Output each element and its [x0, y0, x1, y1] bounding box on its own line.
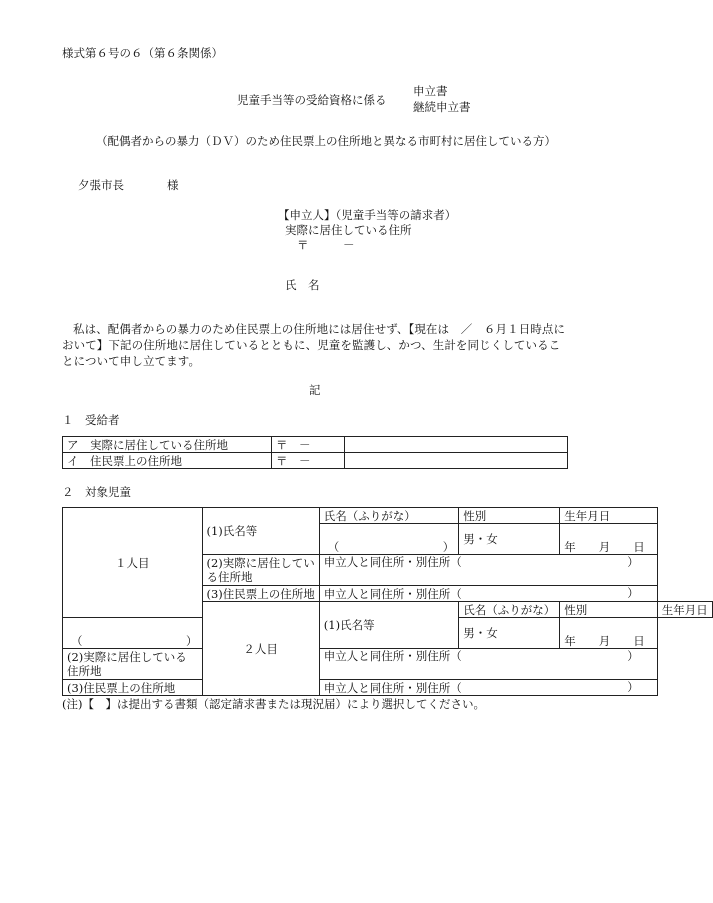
close-paren: ）	[627, 586, 639, 600]
recipient-registered-address-value[interactable]	[345, 453, 568, 469]
recipient-actual-address-label: ア 実際に居住している住所地	[63, 437, 272, 453]
child-registered-address-label: (3)住民票上の住所地	[63, 680, 203, 696]
section2-heading: ２ 対象児童	[62, 485, 131, 499]
recipient-table	[62, 436, 568, 469]
recipient-actual-postal[interactable]: 〒 －	[272, 437, 345, 453]
applicant-address-label: 実際に居住している住所	[285, 223, 412, 237]
subtitle: （配偶者からの暴力（ＤＶ）のため住民票上の住所地と異なる市町村に居住している方）	[96, 134, 556, 148]
child-actual-address-field[interactable]	[319, 555, 657, 586]
child-registered-address-field[interactable]	[319, 586, 657, 602]
children-table	[62, 507, 713, 696]
table-row	[63, 649, 713, 680]
recipient-actual-address-value[interactable]	[345, 437, 568, 453]
ki-label: 記	[309, 383, 321, 397]
close-paren: ）	[627, 680, 639, 694]
child-name-col-header: 氏名（ふりがな）	[459, 602, 560, 618]
title-main: 児童手当等の受給資格に係る	[237, 93, 387, 107]
recipient-registered-address-label: イ 住民票上の住所地	[63, 453, 272, 469]
child-actual-address-value: 申立人と同住所・別住所（	[323, 555, 462, 569]
table-row	[63, 453, 568, 469]
child-sex-value[interactable]: 男・女	[459, 524, 560, 555]
table-row	[63, 508, 713, 524]
child-registered-address-label: (3)住民票上の住所地	[202, 586, 319, 602]
child-dob-col-header: 生年月日	[560, 508, 658, 524]
child-name-field[interactable]: （ ）	[319, 524, 459, 555]
addressee-honorific: 様	[167, 178, 179, 192]
child-ordinal: ２人目	[202, 602, 319, 696]
statement-paragraph: 私は、配偶者からの暴力のため住民票上の住所地には居住せず、【現在は ／ ６月１日時点において】下記の住所地に居住しているとともに、児童を監護し、かつ、生計を同じくしていることについて申し立てます。	[62, 322, 566, 368]
child-registered-address-field[interactable]	[319, 680, 657, 696]
child-actual-address-field[interactable]	[319, 649, 657, 680]
close-paren: ）	[627, 649, 639, 663]
child-name-col-header: 氏名（ふりがな）	[319, 508, 459, 524]
title-option-keizoku: 継続申立書	[413, 100, 471, 114]
child-name-label: (1)氏名等	[319, 602, 459, 649]
applicant-name-label: 氏 名	[285, 278, 320, 292]
applicant-heading: 【申立人】（児童手当等の請求者）	[278, 208, 457, 222]
child-dob-value[interactable]: 年 月 日	[560, 524, 658, 555]
child-name-label: (1)氏名等	[202, 508, 319, 555]
table-row	[63, 680, 713, 696]
footnote: (注)【 】は提出する書類（認定請求書または現況届）により選択してください。	[62, 697, 485, 711]
child-sex-col-header: 性別	[459, 508, 560, 524]
child-dob-col-header: 生年月日	[657, 602, 712, 618]
child-registered-address-value: 申立人と同住所・別住所（	[323, 586, 462, 601]
child-sex-col-header: 性別	[560, 602, 658, 618]
title-option-shinritsu: 申立書	[413, 84, 448, 98]
child-actual-address-label: (2)実際に居住している住所地	[63, 649, 203, 680]
child-ordinal: １人目	[63, 508, 203, 618]
child-actual-address-label: (2)実際に居住している住所地	[202, 555, 319, 586]
child-name-field[interactable]: （ ）	[63, 618, 203, 649]
child-registered-address-value: 申立人と同住所・別住所（	[323, 680, 462, 695]
child-sex-value[interactable]: 男・女	[459, 618, 560, 649]
recipient-registered-postal[interactable]: 〒 －	[272, 453, 345, 469]
close-paren: ）	[627, 555, 639, 569]
applicant-postal: 〒 －	[297, 238, 355, 252]
form-number: 様式第６号の６（第６条関係）	[62, 46, 223, 60]
addressee-name: 夕張市長	[78, 178, 124, 192]
table-row	[63, 437, 568, 453]
child-actual-address-value: 申立人と同住所・別住所（	[323, 649, 462, 663]
child-dob-value[interactable]: 年 月 日	[560, 618, 658, 649]
section1-heading: １ 受給者	[62, 413, 120, 427]
